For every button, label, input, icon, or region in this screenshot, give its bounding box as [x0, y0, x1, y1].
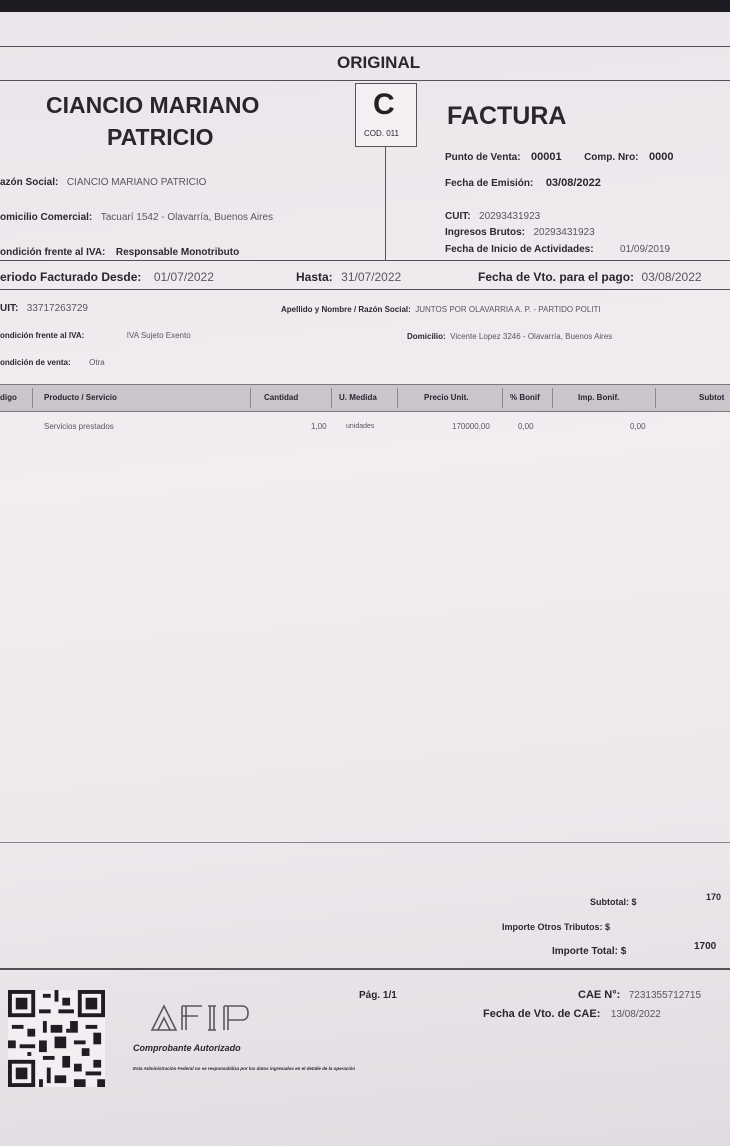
col-cantidad: Cantidad	[264, 393, 299, 402]
doc-type-title: FACTURA	[447, 102, 567, 130]
client-top-rule	[0, 289, 730, 290]
cae-row: CAE N°: 7231355712715	[578, 989, 702, 1001]
col-codigo: digo	[0, 393, 17, 402]
fecha-emision-row: Fecha de Emisión: 03/08/2022	[445, 177, 601, 189]
afip-logo-mark	[150, 1000, 270, 1034]
col-precio: Precio Unit.	[424, 393, 469, 402]
condicion-venta-row: ondición de venta: Otra	[0, 358, 105, 367]
col-sep	[32, 388, 33, 408]
invoice-letter-box	[355, 83, 417, 147]
col-sep	[250, 388, 251, 408]
punto-venta-row: Punto de Venta: 00001 Comp. Nro: 0000	[445, 151, 674, 163]
header-center-divider	[385, 146, 386, 260]
inicio-actividades-row: Fecha de Inicio de Actividades: 01/09/2019	[445, 244, 671, 255]
items-table-header	[0, 384, 730, 412]
importe-total-row: Importe Total: $	[552, 946, 627, 957]
ingresos-brutos-row: Ingresos Brutos: 20293431923	[445, 227, 595, 238]
otros-tributos-row: Importe Otros Tributos: $	[502, 922, 611, 932]
subtotal-value: 170	[706, 892, 722, 902]
header-rule	[0, 80, 730, 81]
row-unidad: unidades	[346, 423, 375, 430]
row-cantidad: 1,00	[311, 422, 327, 431]
client-nombre-row: Apellido y Nombre / Razón Social: JUNTOS POR OLAVARRIA A. P. - PARTIDO POLITI	[281, 305, 601, 314]
page-number: Pág. 1/1	[359, 990, 397, 1001]
periodo-hasta: Hasta: 31/07/2022	[296, 270, 402, 284]
col-sep	[502, 388, 503, 408]
col-imp-bonif: Imp. Bonif.	[578, 393, 620, 402]
client-cuit-row: UIT: 33717263729	[0, 303, 88, 314]
domicilio-comercial-row: omicilio Comercial: Tacuarí 1542 - Olavarría, Buenos Aires	[0, 212, 274, 223]
row-bonif: 0,00	[518, 422, 534, 431]
col-unidad: U. Medida	[339, 393, 377, 402]
header-top-rule	[0, 46, 730, 47]
row-imp-bonif: 0,00	[630, 422, 646, 431]
periodo-desde: eriodo Facturado Desde: 01/07/2022	[0, 270, 214, 284]
original-label: ORIGINAL	[337, 53, 421, 72]
condicion-iva-row: ondición frente al IVA: Responsable Monotributo	[0, 247, 240, 258]
top-shadow-edge	[0, 0, 730, 12]
issuer-name-line2: PATRICIO	[107, 124, 214, 150]
invoice-letter: C	[373, 88, 395, 121]
col-producto: Producto / Servicio	[44, 393, 117, 402]
totals-top-rule	[0, 842, 730, 843]
period-top-rule	[0, 260, 730, 261]
afip-disclaimer: Esta Administración Federal no se responsabiliza por los datos ingresados en el detalle de la operación	[133, 1066, 356, 1071]
footer-top-rule	[0, 968, 730, 970]
qr-code	[8, 990, 105, 1087]
col-subtotal: Subtot	[699, 393, 725, 402]
col-sep	[552, 388, 553, 408]
col-sep	[397, 388, 398, 408]
issuer-name-line1: CIANCIO MARIANO	[46, 92, 260, 118]
afip-logo-text	[156, 1009, 158, 1010]
row-producto: Servicios prestados	[44, 422, 114, 431]
client-iva-row: ondición frente al IVA: IVA Sujeto Exento	[0, 331, 191, 340]
subtotal-row: Subtotal: $	[590, 897, 637, 907]
comprobante-autorizado: Comprobante Autorizado	[133, 1043, 241, 1053]
row-precio: 170000,00	[452, 422, 490, 431]
col-sep	[655, 388, 656, 408]
vto-cae-row: Fecha de Vto. de CAE: 13/08/2022	[483, 1008, 661, 1020]
importe-total-value: 1700	[694, 941, 717, 952]
col-bonif: % Bonif	[510, 393, 540, 402]
col-sep	[331, 388, 332, 408]
client-domicilio-row: Domicilio: Vicente Lopez 3246 - Olavarría, Buenos Aires	[407, 332, 613, 341]
razon-social-row: azón Social: CIANCIO MARIANO PATRICIO	[0, 177, 207, 188]
cuit-row: CUIT: 20293431923	[445, 211, 541, 222]
afip-logo	[150, 1000, 270, 1039]
fecha-vto-pago: Fecha de Vto. para el pago: 03/08/2022	[478, 270, 702, 284]
invoice-code: COD. 011	[364, 129, 399, 138]
